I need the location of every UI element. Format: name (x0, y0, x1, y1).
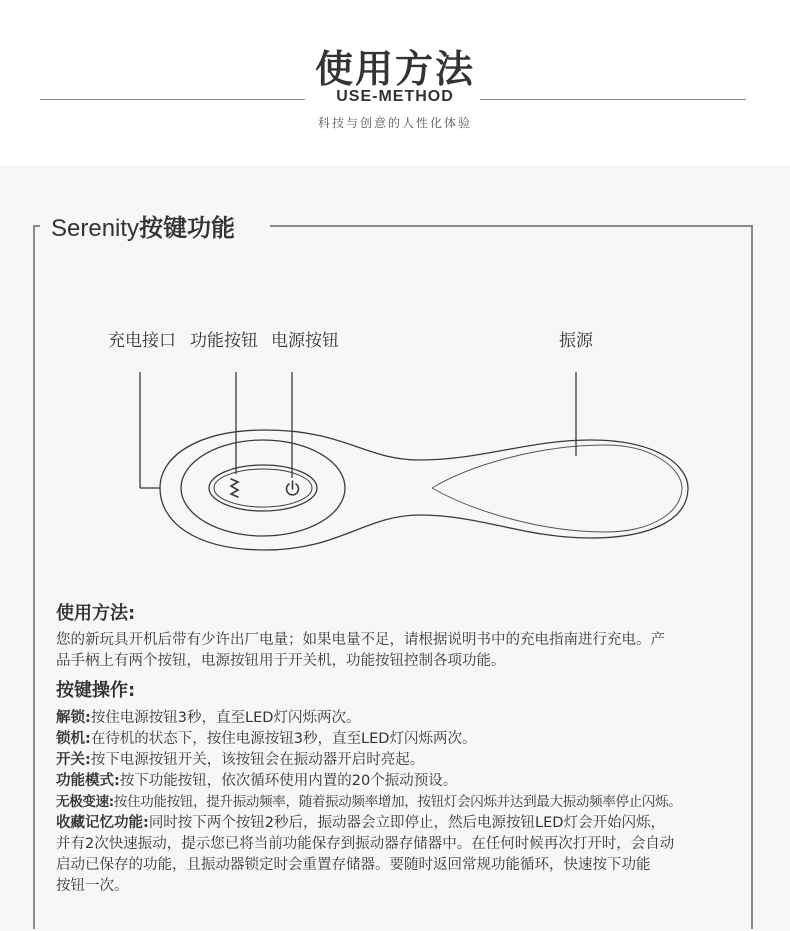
operation-key: 无极变速: (56, 794, 114, 810)
usage-heading: 使用方法: (56, 603, 136, 624)
label-power-button: 电源按钮 (271, 331, 339, 351)
operation-item (56, 708, 746, 729)
operation-text: 按住功能按钮，提升振动频率，随着振动频率增加，按钮灯会闪烁并达到最大振动频率停止闪烁。 (113, 794, 682, 810)
power-icon (287, 481, 299, 495)
operation-continuation: 启动已保存的功能，且振动器锁定时会重置存储器。要随时返回常规功能循环，快速按下功能 (56, 857, 651, 873)
operation-text: 在待机的状态下，按住电源按钮3秒，直至LED灯闪烁两次。 (90, 731, 477, 747)
operations-heading: 按键操作: (56, 680, 136, 701)
operation-key: 解锁: (56, 710, 91, 726)
operation-item (56, 813, 746, 834)
usage-line: 您的新玩具开机后带有少许出厂电量；如果电量不足，请根据说明书中的充电指南进行充电。产 (56, 632, 665, 648)
section-title-en: Serenity (51, 215, 140, 242)
button-panel-inner (209, 465, 317, 511)
button-panel-outer (181, 440, 345, 536)
operation-key: 锁机: (56, 731, 91, 747)
usage-section (56, 599, 746, 672)
operation-text: 按下电源按钮开关，该按钮会在振动器开启时亮起。 (90, 752, 425, 768)
section-title-cn: 按键功能 (139, 214, 236, 242)
page-subtitle: USE-METHOD (336, 88, 454, 105)
usage-line: 品手柄上有两个按钮，电源按钮用于开关机，功能按钮控制各项功能。 (56, 653, 506, 669)
tagline: 科技与创意的人性化体验 (317, 116, 472, 130)
wave-icon (231, 479, 238, 497)
page-title: 使用方法 (314, 47, 475, 91)
operation-text: 按住电源按钮3秒，直至LED灯闪烁两次。 (90, 710, 361, 726)
operation-item (56, 729, 746, 750)
operation-continuation: 并有2次快速振动，提示您已将当前功能保存到振动器存储器中。在任何时候再次打开时，会自动 (56, 836, 675, 852)
label-vibration-source: 振源 (559, 331, 593, 351)
operation-text: 同时按下两个按钮2秒后，振动器会立即停止，然后电源按钮LED灯会开始闪烁， (148, 815, 665, 831)
operation-text: 按下功能按钮，依次循环使用内置的20个振动预设。 (119, 773, 458, 789)
operation-key: 开关: (56, 752, 91, 768)
label-charge-port: 充电接口 (108, 331, 176, 351)
operation-key: 功能模式: (56, 773, 120, 789)
operation-key: 收藏记忆功能: (56, 815, 149, 831)
operation-continuation: 按钮一次。 (56, 878, 129, 894)
operation-item (56, 750, 746, 771)
label-function-button: 功能按钮 (190, 331, 258, 351)
operation-item (56, 771, 746, 792)
operation-item (56, 792, 746, 813)
operations-section (56, 676, 746, 897)
usage-text (56, 630, 746, 672)
head-inner-line (432, 445, 682, 532)
